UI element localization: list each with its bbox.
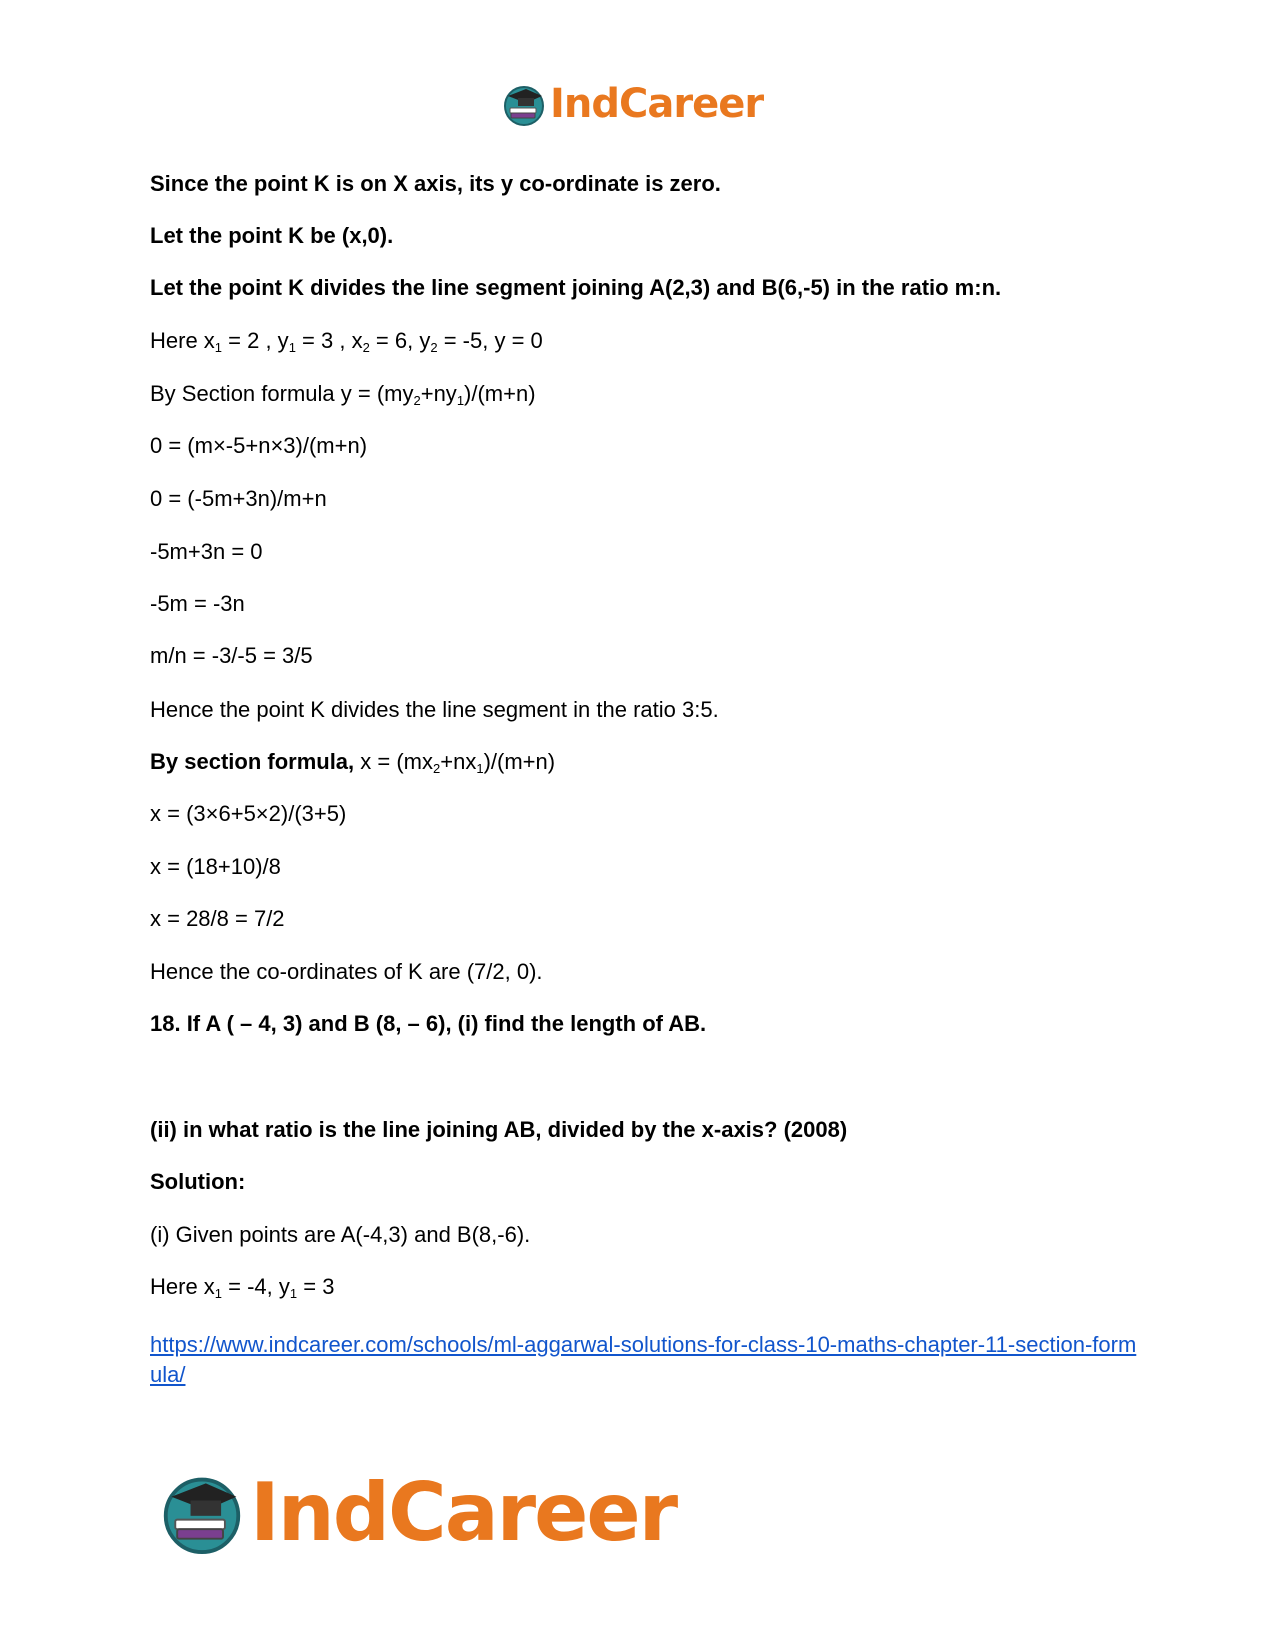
text-line: By Section formula $y = (my_2+ny_1)/(m+n)$: [150, 381, 536, 408]
footer-logo: [160, 1465, 677, 1559]
text-line: (i) Given points are A(-4,3) and B(8,-6).: [150, 1222, 531, 1247]
solution-heading: Solution:: [150, 1169, 246, 1194]
text-line: Here $x_1 = 2$ , $y_1 = 3$ , $x_2 = 6$, $y_2 = -5$, y = 0: [150, 328, 543, 355]
text-line: x = (18+10)/8: [150, 854, 281, 879]
logo-icon: [160, 1470, 244, 1554]
logo-text: IndCareer: [250, 1465, 677, 1559]
text-line: -5m = -3n: [150, 591, 245, 616]
text-line: x = (3×6+5×2)/(3+5): [150, 801, 347, 826]
text-line: -5m+3n = 0: [150, 539, 263, 564]
text-line: Let the point K divides the line segment joining A(2,3) and B(6,-5) in the ratio m:n.: [150, 275, 1002, 300]
header-logo: [502, 80, 763, 128]
text-line: 0 = (m×-5+n×3)/(m+n): [150, 433, 368, 458]
text-line: Since the point K is on X axis, its y co-ordinate is zero.: [150, 171, 721, 196]
question-subpart: (ii) in what ratio is the line joining AB, divided by the x-axis? (2008): [150, 1117, 848, 1142]
text-line: Let the point K be (x,0).: [150, 223, 394, 248]
text-line: Hence the co-ordinates of K are (7/2, 0).: [150, 959, 543, 984]
text-line: m/n = -3/-5 = 3/5: [150, 643, 313, 668]
text-line: Here $x_1 = -4$, $y_1 = 3$: [150, 1274, 335, 1301]
logo-text: IndCareer: [550, 81, 764, 127]
text-line: 0 = (-5m+3n)/m+n: [150, 486, 327, 511]
text-line: By section formula, $x = (mx_2+nx_1)/(m+n)$: [150, 749, 556, 776]
question-heading: 18. If A ( – 4, 3) and B (8, – 6), (i) find the length of AB.: [150, 1011, 707, 1036]
source-link[interactable]: https://www.indcareer.com/schools/ml-aggarwal-solutions-for-class-10-maths-chapter-11-section-formula/: [150, 1332, 1137, 1387]
text-line: x = 28/8 = 7/2: [150, 906, 285, 931]
text-line: Hence the point K divides the line segment in the ratio 3:5.: [150, 697, 719, 722]
logo-icon: [502, 82, 546, 126]
